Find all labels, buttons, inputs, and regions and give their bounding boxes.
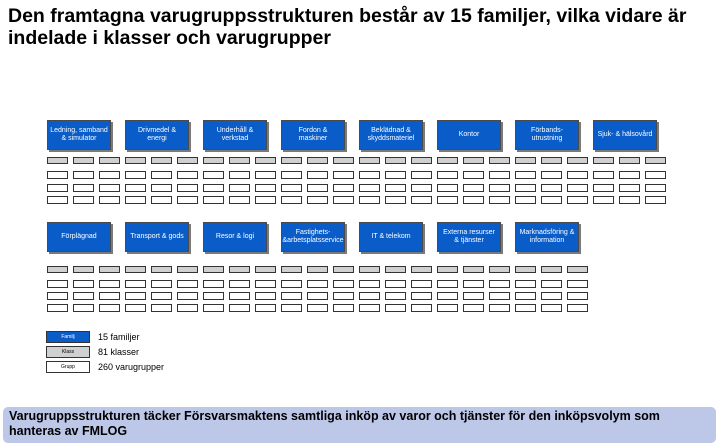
class-box (281, 266, 302, 273)
class-box (489, 266, 510, 273)
group-box (333, 184, 354, 192)
group-box (255, 171, 276, 179)
group-box (203, 184, 224, 192)
group-box (359, 196, 380, 204)
group-box (385, 184, 406, 192)
class-box (125, 266, 146, 273)
class-box (99, 266, 120, 273)
group-box (203, 196, 224, 204)
class-box (333, 157, 354, 164)
group-box (515, 184, 536, 192)
group-box (385, 196, 406, 204)
group-box (333, 304, 354, 312)
group-box (567, 304, 588, 312)
class-box (515, 157, 536, 164)
class-box (567, 157, 588, 164)
group-box (177, 280, 198, 288)
class-box (411, 266, 432, 273)
group-box (177, 304, 198, 312)
group-box (73, 280, 94, 288)
group-box (333, 292, 354, 300)
group-box (619, 196, 640, 204)
group-box (489, 292, 510, 300)
group-box (255, 280, 276, 288)
group-box (151, 292, 172, 300)
class-box (645, 157, 666, 164)
group-box (125, 292, 146, 300)
group-box (73, 171, 94, 179)
group-box (307, 171, 328, 179)
group-box (333, 280, 354, 288)
legend-group-text: 260 varugrupper (98, 362, 165, 372)
class-box (385, 157, 406, 164)
group-box (411, 280, 432, 288)
group-box (307, 292, 328, 300)
family-box: Kontor (437, 120, 501, 150)
group-box (489, 171, 510, 179)
group-box (541, 184, 562, 192)
group-box (645, 171, 666, 179)
class-box (333, 266, 354, 273)
group-box (437, 280, 458, 288)
group-box (203, 304, 224, 312)
group-box (177, 196, 198, 204)
group-box (593, 184, 614, 192)
legend-family-swatch: Familj (46, 331, 90, 343)
group-box (73, 292, 94, 300)
group-box (359, 171, 380, 179)
class-box (151, 266, 172, 273)
group-box (125, 184, 146, 192)
class-box (515, 266, 536, 273)
group-box (307, 280, 328, 288)
class-box (73, 157, 94, 164)
group-box (281, 196, 302, 204)
group-box (385, 292, 406, 300)
group-box (47, 196, 68, 204)
group-box (359, 292, 380, 300)
group-box (515, 304, 536, 312)
group-box (229, 196, 250, 204)
group-box (541, 280, 562, 288)
group-box (47, 280, 68, 288)
group-box (99, 292, 120, 300)
group-box (255, 184, 276, 192)
group-box (463, 280, 484, 288)
class-box (619, 157, 640, 164)
group-box (125, 196, 146, 204)
group-box (73, 304, 94, 312)
page-title: Den framtagna varugruppsstrukturen består av 15 familjer, vilka vidare är indelade i klasser och varugrupper (8, 5, 687, 49)
family-box: Fordon & maskiner (281, 120, 345, 150)
group-box (151, 304, 172, 312)
footer-banner: Varugruppsstrukturen täcker Försvarsmaktens samtliga inköp av varor och tjänster för den inköpsvolym som hanteras av FMLOG (3, 407, 716, 443)
group-box (177, 292, 198, 300)
group-box (567, 184, 588, 192)
group-box (593, 196, 614, 204)
group-box (99, 171, 120, 179)
group-box (281, 184, 302, 192)
legend-class-text: 81 klasser (98, 347, 140, 357)
group-box (255, 304, 276, 312)
group-box (437, 184, 458, 192)
group-box (385, 280, 406, 288)
group-box (489, 304, 510, 312)
class-box (385, 266, 406, 273)
group-box (255, 292, 276, 300)
family-box: Marknadsföring & information (515, 222, 579, 252)
group-box (359, 184, 380, 192)
group-box (385, 304, 406, 312)
group-box (281, 304, 302, 312)
group-box (151, 196, 172, 204)
class-box (73, 266, 94, 273)
class-box (47, 266, 68, 273)
group-box (515, 171, 536, 179)
class-box (463, 266, 484, 273)
group-box (411, 171, 432, 179)
group-box (281, 171, 302, 179)
class-box (177, 157, 198, 164)
group-box (567, 196, 588, 204)
class-box (281, 157, 302, 164)
group-box (515, 280, 536, 288)
group-box (307, 184, 328, 192)
group-box (333, 196, 354, 204)
family-box: Ledning, samband & simulator (47, 120, 111, 150)
class-box (255, 157, 276, 164)
group-box (541, 292, 562, 300)
family-box: Drivmedel & energi (125, 120, 189, 150)
group-box (541, 196, 562, 204)
family-box: IT & telekom (359, 222, 423, 252)
class-box (411, 157, 432, 164)
class-box (307, 266, 328, 273)
group-box (437, 196, 458, 204)
group-box (593, 171, 614, 179)
group-box (463, 171, 484, 179)
class-box (463, 157, 484, 164)
group-box (229, 292, 250, 300)
group-box (203, 292, 224, 300)
group-box (489, 280, 510, 288)
group-box (619, 171, 640, 179)
group-box (177, 171, 198, 179)
group-box (125, 280, 146, 288)
group-box (567, 280, 588, 288)
group-box (515, 292, 536, 300)
class-box (229, 266, 250, 273)
group-box (645, 196, 666, 204)
group-box (125, 304, 146, 312)
group-box (307, 196, 328, 204)
group-box (151, 184, 172, 192)
family-box: Underhåll & verkstad (203, 120, 267, 150)
group-box (567, 292, 588, 300)
family-box: Förbands-utrustning (515, 120, 579, 150)
family-box: Beklädnad & skyddsmateriel (359, 120, 423, 150)
family-box: Förplägnad (47, 222, 111, 252)
class-box (151, 157, 172, 164)
group-box (177, 184, 198, 192)
group-box (229, 304, 250, 312)
class-box (541, 266, 562, 273)
group-box (567, 171, 588, 179)
group-box (437, 304, 458, 312)
group-box (307, 304, 328, 312)
class-box (203, 157, 224, 164)
group-box (99, 280, 120, 288)
class-box (229, 157, 250, 164)
family-box: Sjuk- & hälsovård (593, 120, 657, 150)
group-box (99, 304, 120, 312)
group-box (411, 184, 432, 192)
class-box (489, 157, 510, 164)
class-box (99, 157, 120, 164)
family-box: Transport & gods (125, 222, 189, 252)
class-box (437, 157, 458, 164)
group-box (229, 280, 250, 288)
group-box (255, 196, 276, 204)
class-box (359, 266, 380, 273)
group-box (437, 171, 458, 179)
group-box (411, 196, 432, 204)
group-box (541, 171, 562, 179)
legend-family-text: 15 familjer (98, 332, 140, 342)
group-box (99, 184, 120, 192)
class-box (203, 266, 224, 273)
group-box (333, 171, 354, 179)
group-box (47, 171, 68, 179)
class-box (541, 157, 562, 164)
group-box (463, 196, 484, 204)
group-box (47, 304, 68, 312)
group-box (281, 280, 302, 288)
group-box (73, 196, 94, 204)
group-box (281, 292, 302, 300)
class-box (567, 266, 588, 273)
family-box: Fastighets-&arbetsplatsservice (281, 222, 345, 252)
group-box (645, 184, 666, 192)
group-box (437, 292, 458, 300)
group-box (411, 304, 432, 312)
group-box (463, 184, 484, 192)
group-box (151, 171, 172, 179)
group-box (47, 292, 68, 300)
group-box (515, 196, 536, 204)
legend-group-swatch: Grupp (46, 361, 90, 373)
group-box (99, 196, 120, 204)
class-box (125, 157, 146, 164)
group-box (489, 196, 510, 204)
group-box (203, 171, 224, 179)
group-box (203, 280, 224, 288)
class-box (437, 266, 458, 273)
class-box (307, 157, 328, 164)
group-box (541, 304, 562, 312)
group-box (229, 184, 250, 192)
family-box: Resor & logi (203, 222, 267, 252)
group-box (151, 280, 172, 288)
family-box: Externa resurser & tjänster (437, 222, 501, 252)
group-box (359, 280, 380, 288)
class-box (255, 266, 276, 273)
group-box (229, 171, 250, 179)
group-box (359, 304, 380, 312)
legend-class-swatch: Klass (46, 346, 90, 358)
group-box (47, 184, 68, 192)
class-box (47, 157, 68, 164)
group-box (489, 184, 510, 192)
group-box (411, 292, 432, 300)
group-box (125, 171, 146, 179)
class-box (593, 157, 614, 164)
group-box (463, 304, 484, 312)
class-box (359, 157, 380, 164)
group-box (463, 292, 484, 300)
group-box (619, 184, 640, 192)
group-box (73, 184, 94, 192)
group-box (385, 171, 406, 179)
class-box (177, 266, 198, 273)
